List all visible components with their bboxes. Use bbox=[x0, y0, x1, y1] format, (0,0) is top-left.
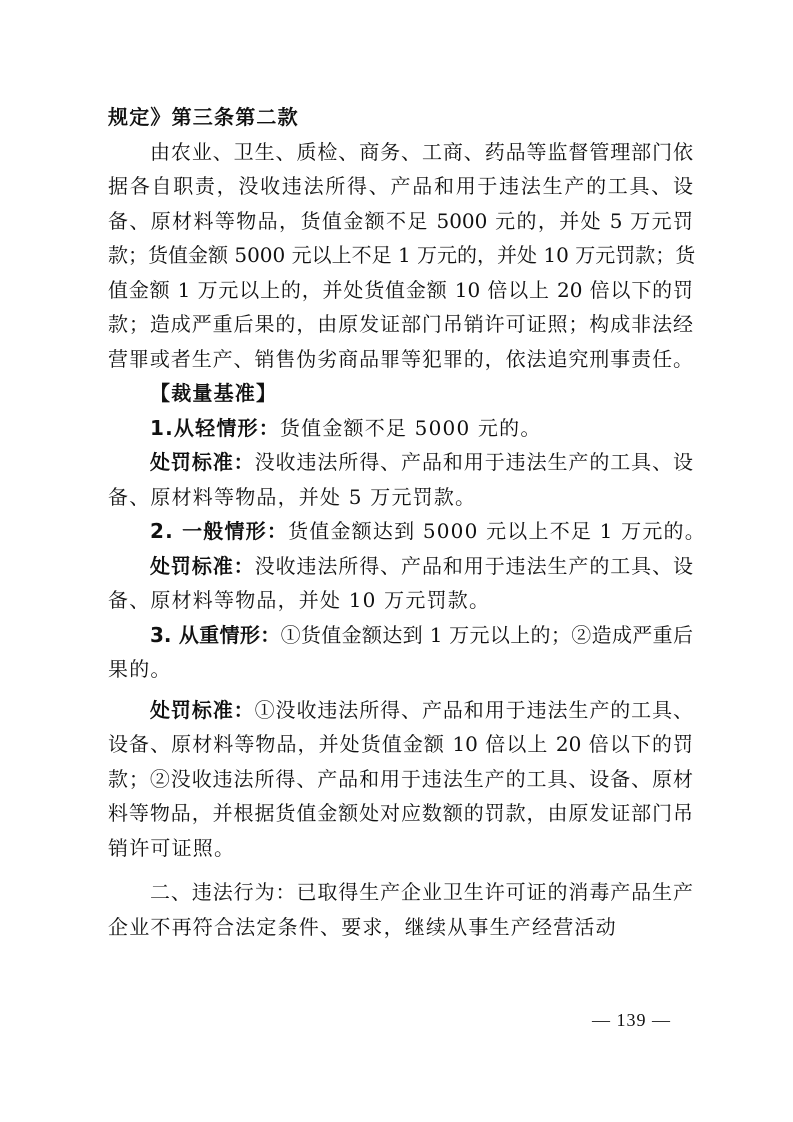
light-case-text: 货值金额不足 5000 元的。 bbox=[279, 415, 542, 440]
text-line-10 bbox=[108, 411, 693, 446]
text-line-20: 款；②没收违法所得、产品和用于违法生产的工具、设备、原材 bbox=[108, 766, 693, 791]
document-body bbox=[108, 100, 706, 944]
text-line-5: 款；货值金额 5000 元以上不足 1 万元的，并处 10 万元罚款；货 bbox=[108, 243, 696, 267]
text-line-18 bbox=[108, 693, 693, 728]
text-line-12: 备、原材料等物品，并处 5 万元罚款。 bbox=[108, 484, 477, 509]
text-line-1 bbox=[108, 100, 693, 135]
text-line-16 bbox=[108, 618, 693, 653]
general-case-text: 货值金额达到 5000 元以上不足 1 万元的。 bbox=[288, 519, 706, 543]
text-line-23: 二、违法行为：已取得生产企业卫生许可证的消毒产品生产 bbox=[150, 880, 693, 904]
text-line-13 bbox=[108, 514, 706, 549]
text-line-24: 企业不再符合法定条件、要求，继续从事生产经营活动 bbox=[108, 914, 617, 939]
text-line-2: 由农业、卫生、质检、商务、工商、药品等监督管理部门依 bbox=[150, 139, 693, 164]
penalty-label-2: 处罚标准： bbox=[150, 553, 255, 578]
penalty-text-3: ①没收违法所得、产品和用于违法生产的工具、 bbox=[254, 697, 694, 722]
general-case-label: 2. 一般情形： bbox=[150, 519, 289, 543]
text-line-6: 值金额 1 万元以上的，并处货值金额 10 倍以上 20 倍以下的罚 bbox=[108, 277, 693, 302]
text-line-17: 果的。 bbox=[108, 657, 172, 681]
heavy-case-text: ①货值金额达到 1 万元以上的；②造成严重后 bbox=[280, 622, 693, 647]
penalty-label-1: 处罚标准： bbox=[150, 450, 255, 474]
heading-clause: 规定》第三条第二款 bbox=[108, 105, 299, 129]
text-line-9 bbox=[108, 376, 693, 411]
penalty-label-3: 处罚标准： bbox=[150, 697, 255, 722]
light-case-label: 1.从轻情形： bbox=[150, 415, 280, 440]
penalty-text-1: 没收违法所得、产品和用于违法生产的工具、设 bbox=[254, 450, 694, 474]
text-line-4: 备、原材料等物品，货值金额不足 5000 元的，并处 5 万元罚 bbox=[108, 208, 693, 233]
text-line-22: 销许可证照。 bbox=[108, 835, 236, 860]
text-line-14 bbox=[108, 549, 693, 584]
text-line-3: 据各自职责，没收违法所得、产品和用于违法生产的工具、设 bbox=[108, 174, 693, 198]
text-line-11 bbox=[108, 445, 693, 480]
heavy-case-label: 3. 从重情形： bbox=[150, 622, 281, 647]
text-line-21: 料等物品，并根据货值金额处对应数额的罚款，由原发证部门吊 bbox=[108, 801, 693, 825]
text-line-19: 设备、原材料等物品，并处货值金额 10 倍以上 20 倍以下的罚 bbox=[108, 732, 693, 756]
page-number: — 139 — bbox=[592, 1010, 671, 1030]
text-line-15: 备、原材料等物品，并处 10 万元罚款。 bbox=[108, 588, 491, 612]
text-line-8: 营罪或者生产、销售伪劣商品罪等犯罪的，依法追究刑事责任。 bbox=[108, 346, 693, 371]
penalty-text-2: 没收违法所得、产品和用于违法生产的工具、设 bbox=[254, 553, 694, 578]
text-line-7: 款；造成严重后果的，由原发证部门吊销许可证照；构成非法经 bbox=[108, 312, 693, 336]
section-heading: 【裁量基准】 bbox=[150, 381, 278, 405]
